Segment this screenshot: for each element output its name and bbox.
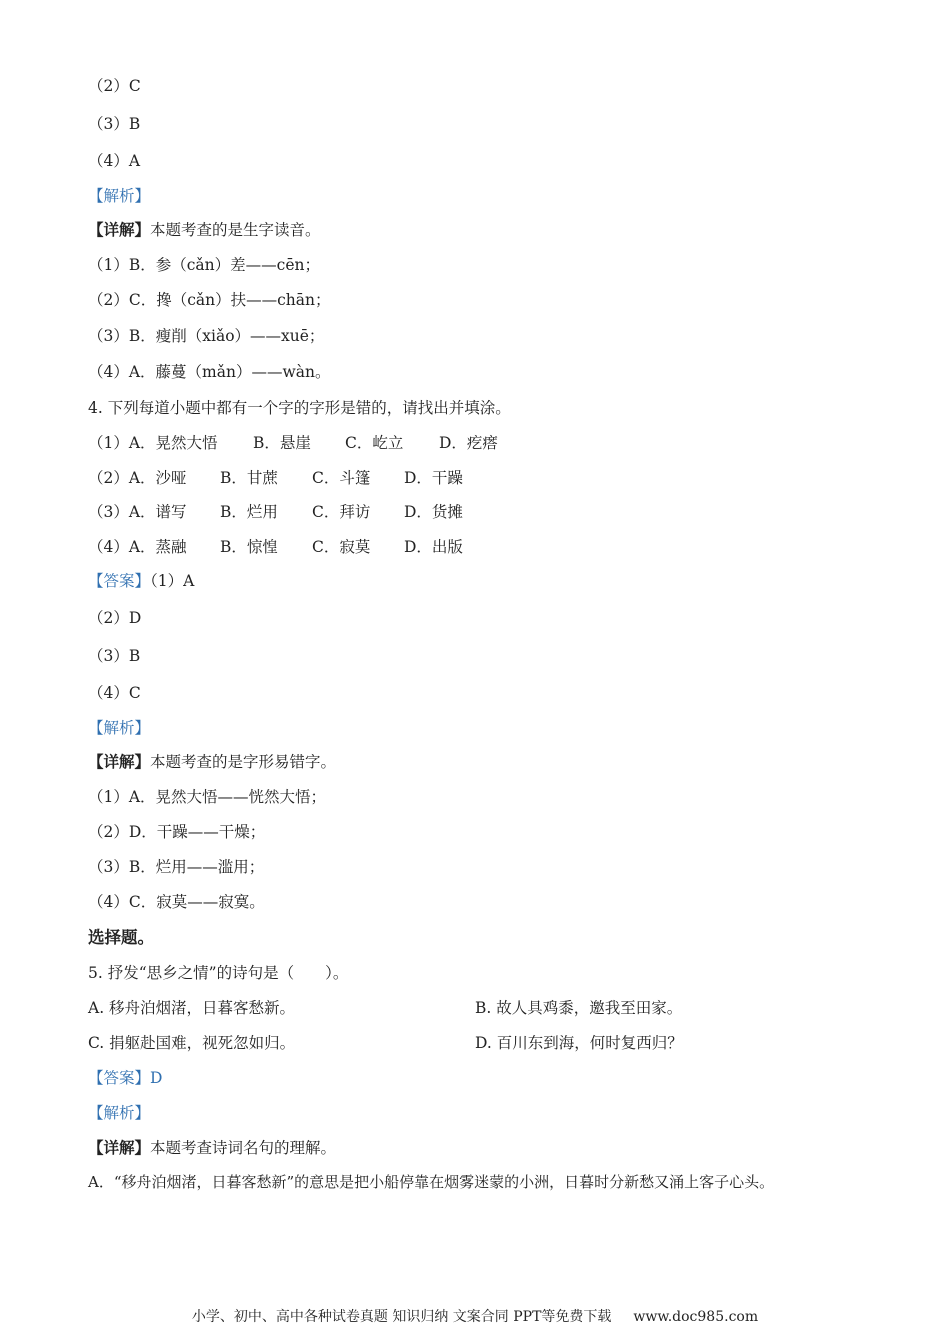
choice-c: C. 捐躯赴国难，视死忽如归。 (88, 1034, 296, 1052)
answer-line: （4）A (88, 152, 141, 170)
explanation-line: （4）C．寂莫——寂寞。 (88, 893, 265, 911)
page-footer (0, 1307, 950, 1327)
analysis-label: 【解析】 (88, 1104, 151, 1122)
detail-line (88, 752, 336, 772)
question-5: 5. 抒发“思乡之情”的诗句是（ ）。 (88, 964, 349, 982)
choice-b: B. 故人具鸡黍，邀我至田家。 (475, 999, 683, 1017)
detail-label: 【详解】 (88, 752, 151, 771)
option: B．惊惶 (220, 538, 278, 556)
answer-line: （2）C (88, 77, 141, 95)
detail-text: 本题考查的是字形易错字。 (150, 753, 337, 771)
option: （1）A．晃然大悟 (88, 434, 218, 452)
answer-label: 【答案】 (88, 572, 151, 590)
explanation-line: （3）B．瘦削（xiǎo）——xuē； (88, 327, 325, 345)
option: （3）A．谱写 (88, 503, 187, 521)
explanation-line: A．“移舟泊烟渚，日暮客愁新”的意思是把小船停靠在烟雾迷蒙的小洲，日暮时分新愁又涌上客子心头。 (88, 1173, 775, 1191)
option-row (88, 468, 463, 488)
option: B．悬崖 (253, 434, 311, 452)
footer-url[interactable]: www.doc985.com (633, 1309, 759, 1325)
detail-label: 【详解】 (88, 220, 151, 239)
option-row (88, 433, 498, 453)
analysis-label: 【解析】 (88, 719, 151, 737)
option: D．干躁 (404, 469, 463, 487)
option-row (88, 537, 463, 557)
choice-d: D. 百川东到海，何时复西归？ (475, 1034, 683, 1052)
explanation-line: （3）B．烂用——滥用； (88, 858, 265, 876)
detail-line (88, 220, 321, 240)
detail-label: 【详解】 (88, 1138, 151, 1157)
answer-line (88, 1068, 162, 1088)
section-heading: 选择题。 (88, 928, 154, 947)
detail-text: 本题考查诗词名句的理解。 (150, 1139, 337, 1157)
option: C．屹立 (345, 434, 404, 452)
explanation-line: （1）B．参（cǎn）差——cēn； (88, 256, 320, 274)
option: D．出版 (404, 538, 463, 556)
answer-line: （3）B (88, 115, 141, 133)
detail-text: 本题考查的是生字读音。 (150, 221, 321, 239)
option: （2）A．沙哑 (88, 469, 187, 487)
option: B．甘蔗 (220, 469, 278, 487)
answer-text: D (150, 1069, 163, 1087)
explanation-line: （4）A．藤蔓（mǎn）——wàn。 (88, 363, 331, 381)
option: （4）A．蒸融 (88, 538, 187, 556)
option: C．斗篷 (312, 469, 371, 487)
answer-line (88, 571, 194, 591)
analysis-label: 【解析】 (88, 187, 151, 205)
option: D．货摊 (404, 503, 463, 521)
answer-text: （1）A (150, 572, 195, 590)
answer-line: （4）C (88, 684, 141, 702)
explanation-line: （2）D．干躁——干燥； (88, 823, 266, 841)
answer-line: （3）B (88, 647, 141, 665)
option: B．烂用 (220, 503, 278, 521)
question-4: 4. 下列每道小题中都有一个字的字形是错的，请找出并填涂。 (88, 399, 511, 417)
footer-text: 小学、初中、高中各种试卷真题 知识归纳 文案合同 PPT等免费下载 (191, 1309, 612, 1325)
choice-a: A. 移舟泊烟渚，日暮客愁新。 (88, 999, 296, 1017)
explanation-line: （1）A．晃然大悟——恍然大悟； (88, 788, 327, 806)
option: D．疙瘩 (439, 434, 498, 452)
detail-line (88, 1138, 336, 1158)
answer-line: （2）D (88, 609, 142, 627)
option: C．拜访 (312, 503, 371, 521)
answer-label: 【答案】 (88, 1069, 151, 1087)
explanation-line: （2）C．搀（cǎn）扶——chān； (88, 291, 331, 309)
option-row (88, 502, 463, 522)
option: C．寂莫 (312, 538, 371, 556)
